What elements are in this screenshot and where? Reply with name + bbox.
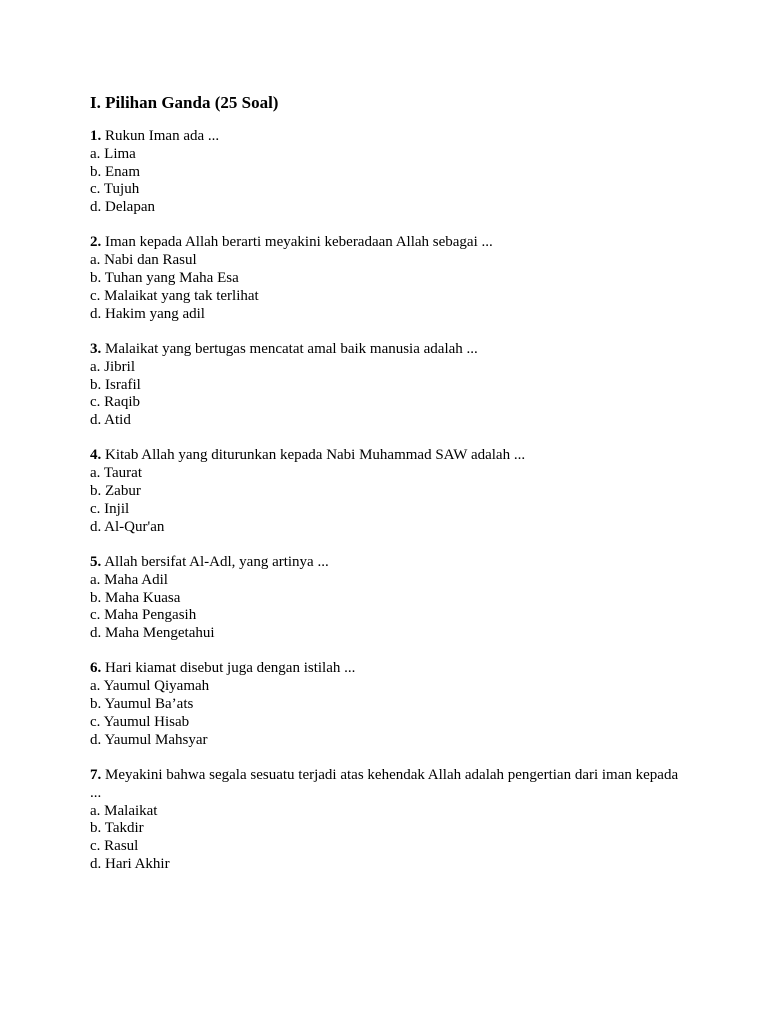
question-3 bbox=[90, 341, 690, 430]
question-number: 4. bbox=[90, 447, 102, 464]
option-d: d. Hakim yang adil bbox=[90, 305, 205, 322]
option-d: d. Delapan bbox=[90, 199, 155, 216]
option-c: c. Tujuh bbox=[90, 181, 140, 198]
question-6 bbox=[90, 660, 690, 749]
option-c: c. Malaikat yang tak terlihat bbox=[90, 287, 259, 304]
question-number: 2. bbox=[90, 234, 102, 251]
question-2 bbox=[90, 234, 690, 323]
option-c: c. Rasul bbox=[90, 838, 139, 855]
option-d: d. Yaumul Mahsyar bbox=[90, 731, 208, 748]
option-a: a. Taurat bbox=[90, 465, 142, 482]
question-text bbox=[90, 234, 690, 252]
option-b: b. Tuhan yang Maha Esa bbox=[90, 270, 239, 287]
question-prompt: Allah bersifat Al-Adl, yang artinya ... bbox=[104, 553, 329, 570]
option-b: b. Yaumul Ba’ats bbox=[90, 696, 194, 713]
question-text bbox=[90, 660, 690, 678]
option-a: a. Malaikat bbox=[90, 802, 158, 819]
option-b: b. Enam bbox=[90, 163, 140, 180]
question-prompt: Hari kiamat disebut juga dengan istilah ... bbox=[105, 660, 356, 677]
question-prompt: Rukun Iman ada ... bbox=[105, 128, 220, 144]
option-a: a. Yaumul Qiyamah bbox=[90, 678, 210, 695]
question-prompt: Iman kepada Allah berarti meyakini keberadaan Allah sebagai ... bbox=[105, 234, 493, 251]
question-prompt: Malaikat yang bertugas mencatat amal baik manusia adalah ... bbox=[105, 340, 478, 357]
question-1 bbox=[90, 128, 690, 217]
option-b: b. Takdir bbox=[90, 820, 144, 837]
question-text bbox=[90, 447, 690, 465]
option-d: d. Maha Mengetahui bbox=[90, 625, 215, 642]
option-a: a. Jibril bbox=[90, 358, 135, 375]
question-7 bbox=[90, 767, 690, 874]
question-number: 7. bbox=[90, 766, 102, 783]
question-number: 1. bbox=[90, 128, 102, 144]
question-prompt: Meyakini bahwa segala sesuatu terjadi atas kehendak Allah adalah pengertian dari iman kepada ... bbox=[90, 766, 679, 801]
document-page bbox=[90, 92, 690, 891]
option-a: a. Maha Adil bbox=[90, 571, 168, 588]
option-a: a. Nabi dan Rasul bbox=[90, 252, 197, 269]
option-c: c. Maha Pengasih bbox=[90, 607, 197, 624]
question-number: 5. bbox=[90, 553, 102, 570]
option-d: d. Atid bbox=[90, 412, 131, 429]
option-c: c. Raqib bbox=[90, 394, 140, 411]
question-number: 6. bbox=[90, 660, 102, 677]
question-number: 3. bbox=[90, 340, 102, 357]
question-text bbox=[90, 341, 690, 359]
option-c: c. Injil bbox=[90, 500, 130, 517]
question-5 bbox=[90, 554, 690, 643]
option-a: a. Lima bbox=[90, 145, 136, 162]
question-text bbox=[90, 554, 690, 572]
question-text bbox=[90, 128, 690, 146]
option-b: b. Israfil bbox=[90, 376, 141, 393]
option-b: b. Zabur bbox=[90, 483, 141, 500]
question-text bbox=[90, 767, 690, 803]
option-d: d. Al-Qur'an bbox=[90, 518, 165, 535]
option-b: b. Maha Kuasa bbox=[90, 589, 181, 606]
section-title: I. Pilihan Ganda (25 Soal) bbox=[90, 93, 279, 112]
question-prompt: Kitab Allah yang diturunkan kepada Nabi Muhammad SAW adalah ... bbox=[105, 447, 526, 464]
option-c: c. Yaumul Hisab bbox=[90, 713, 190, 730]
option-d: d. Hari Akhir bbox=[90, 855, 170, 872]
question-4 bbox=[90, 447, 690, 536]
